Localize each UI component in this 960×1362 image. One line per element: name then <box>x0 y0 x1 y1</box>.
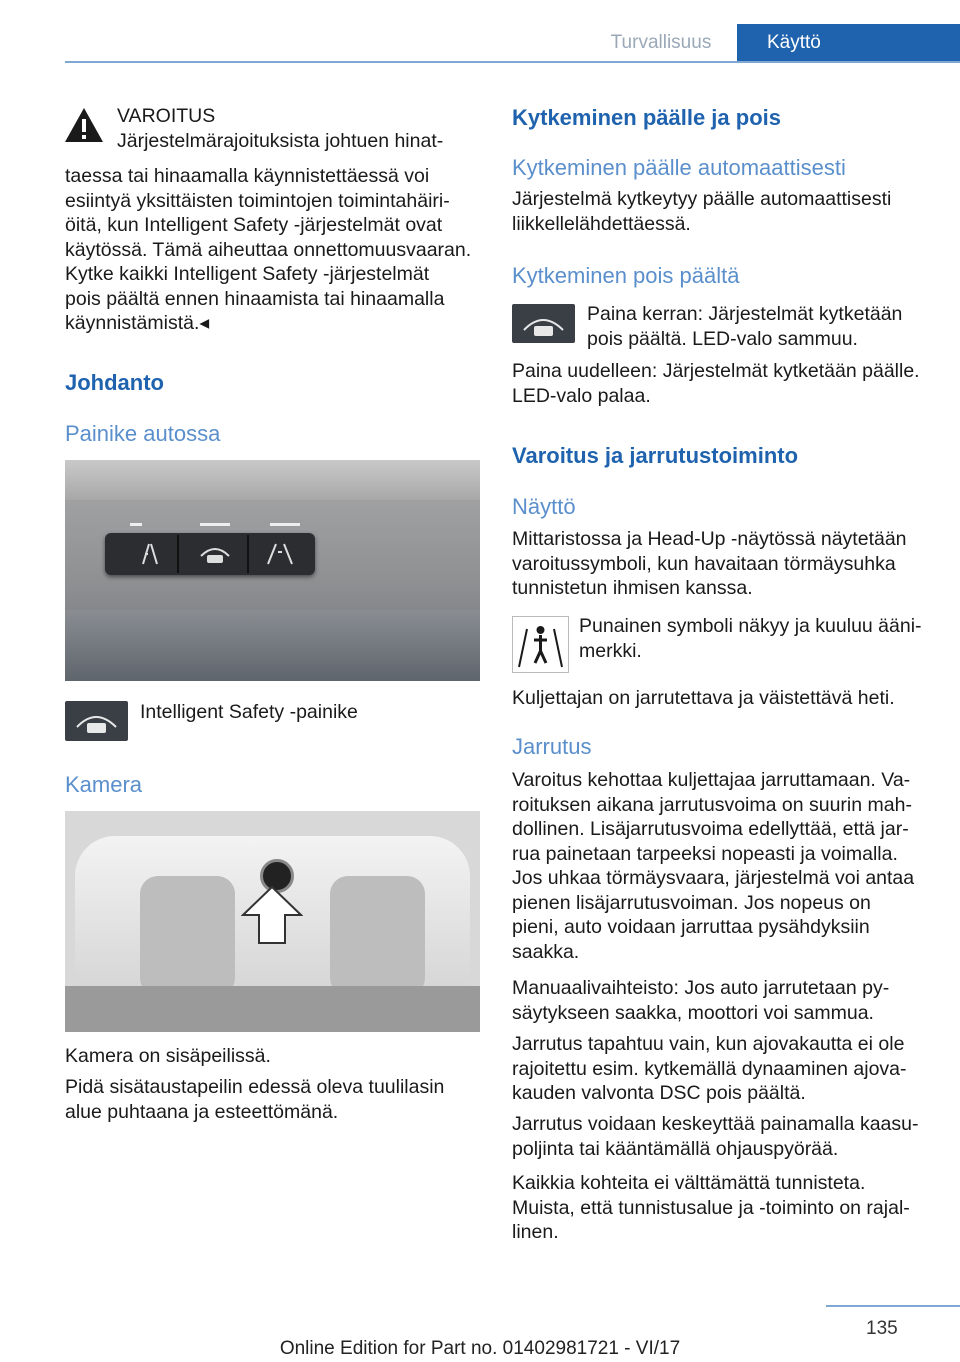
heading-display: Näyttö <box>512 494 576 519</box>
driver-para: Kuljettajan on jarrutettava ja väistettävä heti. <box>512 687 895 709</box>
heading-on-off: Kytkeminen päälle ja pois <box>512 105 781 130</box>
display-line: varoitussymboli, kun havaitaan törmäysuhka <box>512 552 896 575</box>
braking-line: saakka. <box>512 940 580 963</box>
braking-para-1 <box>512 768 932 964</box>
warning-line: Kytke kaikki Intelligent Safety -järjestelmät <box>65 263 430 285</box>
intelligent-safety-icon <box>65 701 128 741</box>
braking-para-2 <box>512 976 932 1025</box>
warning-line: käytössä. Tämä aiheuttaa onnettomuusvaaran. <box>65 238 472 261</box>
symbol-line: merkki. <box>579 639 642 662</box>
braking-para-5 <box>512 1171 932 1245</box>
warning-line: esiintyä yksittäisten toimintojen toimintahäiri- <box>65 189 450 212</box>
braking-line: rua painetaan tarpeeksi nopeasti ja voimalla. <box>512 842 898 865</box>
warning-line: käynnistämistä.◂ <box>65 312 210 334</box>
header-section-tab: Turvallisuus <box>610 32 712 53</box>
auto-line: liikkellelähdettäessä. <box>512 212 691 235</box>
display-line: Mittaristossa ja Head-Up -näytössä näytetään <box>512 528 907 550</box>
heading-intro: Johdanto <box>65 370 164 395</box>
auto-line: Järjestelmä kytkeytyy päälle automaattisesti <box>512 188 892 210</box>
intelligent-safety-off-icon <box>512 304 575 343</box>
heading-warning-braking: Varoitus ja jarrutustoiminto <box>512 443 799 468</box>
braking-para-4 <box>512 1112 932 1161</box>
footer-edition: Online Edition for Part no. 01402981721 - VI/17 <box>279 1338 681 1359</box>
again-para <box>512 359 932 408</box>
warning-header <box>117 104 487 153</box>
warning-body <box>65 164 480 336</box>
braking-line: dollinen. Lisäjarrutusvoima edellyttää, että jar- <box>512 818 909 840</box>
camera-para-2 <box>65 1075 480 1124</box>
braking-line: Jarrutus voidaan keskeyttää painamalla kaasu- <box>512 1113 919 1135</box>
off-line: Paina kerran: Järjestelmät kytketään <box>587 303 903 325</box>
braking-line: Varoitus kehottaa kuljettajaa jarruttamaan. Va- <box>512 769 911 791</box>
off-line: pois päältä. LED-valo sammuu. <box>587 327 858 350</box>
heading-camera: Kamera <box>65 772 143 797</box>
braking-para-3 <box>512 1032 932 1106</box>
braking-line: rajoitettu esim. kytkemällä dynaaminen ajova- <box>512 1057 907 1080</box>
braking-line: Kaikkia kohteita ei välttämättä tunnisteta. <box>512 1172 866 1194</box>
symbol-line: Punainen symboli näkyy ja kuuluu ääni- <box>579 615 922 637</box>
warning-label: VAROITUS <box>117 105 216 127</box>
braking-line: pienen lisäjarrutusvoiman. Jos nopeus on <box>512 891 871 914</box>
heading-off: Kytkeminen pois päältä <box>512 263 740 288</box>
camera-para-1: Kamera on sisäpeilissä. <box>65 1045 271 1067</box>
warning-line: pois päältä ennen hinaamista tai hinaamalla <box>65 287 445 310</box>
camera-line: alue puhtaana ja esteettömänä. <box>65 1100 339 1123</box>
off-para <box>587 302 932 351</box>
braking-line: poljinta tai kääntämällä ohjauspyörää. <box>512 1137 839 1160</box>
braking-line: kauden valvonta DSC pois päältä. <box>512 1082 806 1104</box>
heading-braking: Jarrutus <box>512 734 592 759</box>
camera-photo <box>65 811 480 1032</box>
heading-button-in-car: Painike autossa <box>65 421 221 446</box>
heading-auto-on: Kytkeminen päälle automaattisesti <box>512 155 846 180</box>
again-line: LED-valo palaa. <box>512 384 651 407</box>
auto-para <box>512 187 932 236</box>
braking-line: Jarrutus tapahtuu vain, kun ajovakautta ei ole <box>512 1033 905 1055</box>
again-line: Paina uudelleen: Järjestelmät kytketään päälle. <box>512 360 920 382</box>
footer-divider <box>826 1305 960 1307</box>
warning-first-line: Järjestelmärajoituksista johtuen hinat- <box>117 129 444 152</box>
warning-line: taessa tai hinaamalla käynnistettäessä voi <box>65 165 430 187</box>
button-caption: Intelligent Safety -painike <box>140 701 358 723</box>
display-para <box>512 527 932 601</box>
braking-line: roituksen aikana jarrutusvoima on suurin mah- <box>512 793 912 816</box>
warning-triangle-icon <box>63 106 105 144</box>
braking-line: pieni, auto voidaan jarruttaa pysähdyksiin <box>512 916 870 938</box>
symbol-para <box>579 614 932 663</box>
braking-line: säytykseen saakka, moottori voi sammua. <box>512 1001 874 1024</box>
braking-line: linen. <box>512 1221 559 1243</box>
braking-line: Muista, että tunnistusalue ja -toiminto on rajal- <box>512 1196 910 1219</box>
pedestrian-warning-icon <box>512 616 569 673</box>
camera-line: Pidä sisätaustapeilin edessä oleva tuulilasin <box>65 1076 445 1098</box>
header-divider <box>65 61 960 63</box>
header-active-tab: Käyttö <box>737 24 960 62</box>
button-panel-photo <box>65 460 480 681</box>
warning-line: öitä, kun Intelligent Safety -järjestelmät ovat <box>65 214 443 236</box>
braking-line: Manuaalivaihteisto: Jos auto jarrutetaan py- <box>512 977 890 999</box>
braking-line: Jos uhkaa törmäysvaara, järjestelmä voi antaa <box>512 867 915 889</box>
display-line: tunnistetun ihmisen kanssa. <box>512 577 753 599</box>
page-number: 135 <box>866 1318 898 1339</box>
